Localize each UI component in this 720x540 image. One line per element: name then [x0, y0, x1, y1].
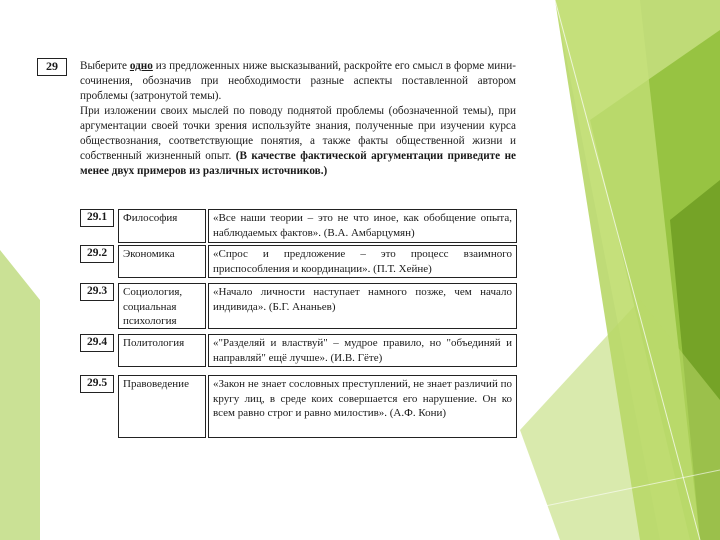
option-subject: Социология, социальная психология: [118, 283, 206, 329]
option-quote: «"Разделяй и властвуй" – мудрое правило, но "объединяй и направляй" ещё лучше». (И.В. Гёте): [208, 334, 517, 367]
option-number: 29.3: [80, 283, 114, 301]
task-guidance: [80, 104, 516, 179]
intro-after: из предложенных ниже высказываний, раскройте его смысл в форме мини-сочинения, обозначив при необходимости разные аспекты поставленной автором проблемы (затронутой темы).: [80, 60, 516, 102]
option-quote: «Закон не знает сословных преступлений, не знает различий по кругу лиц, в среде коих совершается его нарушение. Он ко всем равно строг и равно милостив». (А.Ф. Кони): [208, 375, 517, 438]
guidance-regular: При изложении своих мыслей по поводу поднятой проблемы (обозначенной темы), при аргументации своей точки зрения используйте знания, полученные при изучении курса обществознания, соответствующие понятия, а также факты общественной жизни и собственный жизненный опыт.: [80, 105, 516, 162]
option-number: 29.5: [80, 375, 114, 393]
option-subject: Политология: [118, 334, 206, 367]
option-quote: «Спрос и предложение – это процесс взаимного приспособления и координации». (П.Т. Хейне): [208, 245, 517, 278]
option-quote: «Все наши теории – это не что иное, как обобщение опыта, наблюдаемых фактов». (В.А. Амбарцумян): [208, 209, 517, 243]
option-number: 29.4: [80, 334, 114, 352]
option-subject: Правоведение: [118, 375, 206, 438]
task-intro: [80, 59, 516, 104]
task-instructions: [80, 59, 516, 179]
option-subject: Философия: [118, 209, 206, 243]
option-subject: Экономика: [118, 245, 206, 278]
intro-emphasis: одно: [129, 60, 153, 72]
intro-before: Выберите: [80, 60, 130, 72]
option-number: 29.1: [80, 209, 114, 227]
option-number: 29.2: [80, 245, 114, 263]
guidance-bold: (В качестве фактической аргументации приведите не менее двух примеров из различных источников.): [80, 150, 516, 177]
option-quote: «Начало личности наступает намного позже, чем начало индивида». (Б.Г. Ананьев): [208, 283, 517, 329]
task-number: 29: [37, 58, 67, 76]
